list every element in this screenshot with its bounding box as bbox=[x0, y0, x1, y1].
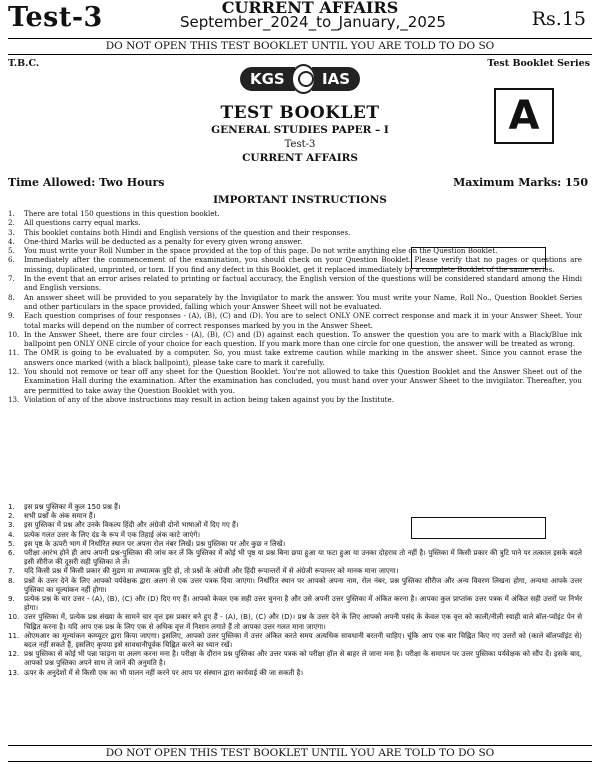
instruction-number: 12. bbox=[8, 649, 20, 659]
instruction-text: इस प्रश्न पुस्तिका में कुल 150 प्रश्न हैं। bbox=[24, 502, 121, 511]
logo-right-text: IAS bbox=[312, 67, 360, 91]
instruction-text: The OMR is going to be evaluated by a computer. So, you must take extreme caution while marking in the answer sheet. Since you cannot erase the answers once marked (with a black ballpoint), please take care to mark it carefully. bbox=[24, 348, 582, 367]
paper-name: GENERAL STUDIES PAPER – I bbox=[211, 124, 389, 136]
instruction-number: 7. bbox=[8, 274, 15, 284]
instruction-text: There are total 150 questions in this question booklet. bbox=[24, 209, 220, 218]
instruction-item bbox=[8, 209, 582, 218]
instruction-item bbox=[8, 511, 582, 520]
instruction-number: 2. bbox=[8, 511, 15, 521]
instructions-heading: IMPORTANT INSTRUCTIONS bbox=[213, 194, 387, 206]
instruction-number: 13. bbox=[8, 394, 20, 404]
instruction-item bbox=[8, 274, 582, 293]
instruction-number: 10. bbox=[8, 329, 20, 339]
instruction-text: इस पृष्ठ के ऊपरी भाग में निर्धारित स्थान पर अपना रोल नंबर लिखें। प्रश्न पुस्तिका पर और कुछ न लिखें। bbox=[24, 538, 286, 548]
date-range: September_2024_to_January,_2025 bbox=[180, 13, 446, 31]
instruction-item bbox=[8, 520, 582, 529]
instruction-text: प्रत्येक प्रश्न के चार उत्तर - (A), (B), (C) और (D) दिए गए हैं। आपको केवल एक सही उत्तर चुनना है और उसे अपनी उत्तर पुस्तिका में अंकित करना है। आपका कुल प्राप्तांक उत्तर पत्रक में अंकित सही उत्तरों पर निर्भर होगा। bbox=[24, 594, 582, 613]
instruction-item bbox=[8, 237, 582, 246]
subject-label: CURRENT AFFAIRS bbox=[242, 152, 358, 164]
instruction-number: 11. bbox=[8, 348, 20, 358]
instruction-item bbox=[8, 228, 582, 237]
instruction-item bbox=[8, 566, 582, 575]
instruction-item bbox=[8, 311, 582, 330]
instruction-number: 1. bbox=[8, 209, 15, 218]
test-number: Test-3 bbox=[8, 2, 103, 33]
instruction-item bbox=[8, 594, 582, 612]
instruction-text: One-third Marks will be deducted as a penalty for every given wrong answer. bbox=[24, 236, 303, 246]
instruction-number: 5. bbox=[8, 246, 15, 256]
instruction-text: प्रत्येक गलत उत्तर के लिए दंड के रूप में एक तिहाई अंक काटे जाएंगे। bbox=[24, 529, 201, 539]
instruction-text: ऊपर के अनुदेशों में से किसी एक का भी पालन नहीं करने पर आप पर संस्थान द्वारा कार्यवाई की जा सकती है। bbox=[24, 667, 304, 677]
instruction-item bbox=[8, 502, 582, 511]
instruction-item bbox=[8, 218, 582, 227]
instruction-item bbox=[8, 612, 582, 630]
instruction-text: यदि किसी प्रश्न में किसी प्रकार की मुद्रण या तथ्यात्मक त्रुटि हो, तो प्रश्नों के अंग्रेजी और हिंदी रूपान्तरों में से अंग्रेजी रूपान्तर को मानक माना जाएगा। bbox=[24, 566, 399, 576]
instruction-item bbox=[8, 548, 582, 566]
instruction-text: प्रश्नों के उत्तर देने के लिए आपको पर्यवेक्षक द्वारा अलग से एक उत्तर पत्रक दिया जाएगा। निर्धारित स्थान पर आपको अपना नाम, रोल नंबर, प्रश्न पुस्तिका सीरीज और अन्य विवरण लिखना होगा, अन्यथा आपके उत्तर पुस्तिका का मूल्यांकन नहीं होगा। bbox=[24, 575, 582, 594]
instruction-item bbox=[8, 576, 582, 594]
series-label: Test Booklet Series bbox=[487, 58, 590, 69]
instruction-number: 6. bbox=[8, 255, 15, 265]
hindi-instructions bbox=[8, 502, 582, 677]
logo-left-text: KGS bbox=[240, 67, 295, 91]
english-instructions bbox=[8, 209, 582, 404]
instruction-text: उत्तर पुस्तिका में, प्रत्येक प्रश्न संख्या के सामने चार वृत्त इस प्रकार बने हुए हैं - (A), (B), (C) और (D)। प्रश्न के उत्तर देने के लिए आपको अपनी पसंद के केवल एक वृत्त को काली/नीली स्याही वाले बॉल-प्वॉइंट पेन से चिह्नित करना है। यदि आप एक प्रश्न के लिए एक से अधिक वृत्त में निशान लगाते हैं तो आपका उत्तर गलत माना जाएगा। bbox=[24, 612, 582, 631]
tbc-label: T.B.C. bbox=[8, 58, 40, 69]
instruction-text: परीक्षा आरंभ होने ही आप अपनी प्रश्न-पुस्तिका की जांच कर लें कि पुस्तिका में कोई भी पृष्ठ या प्रश्न बिना छपा हुआ या फटा हुआ या उनका दोहराव तो नहीं है। पुस्तिका में किसी प्रकार की त्रुटि पाने पर तत्काल इसके बदले इसी सीरीज की दूसरी सही पुस्तिका ले लें। bbox=[24, 548, 582, 567]
test-label: Test-3 bbox=[284, 139, 316, 150]
instruction-number: 3. bbox=[8, 227, 15, 237]
instruction-text: सभी प्रश्नों के अंक समान हैं। bbox=[24, 511, 96, 521]
time-allowed: Time Allowed: Two Hours bbox=[8, 176, 165, 189]
instruction-text: Immediately after the commencement of the examination, you should check on your Question Booklet. Please verify that no pages or questions are missing, duplicated, unprinted, or torn. If you find any defect in this Booklet, get it replaced immediately by a complete Booklet of the same series. bbox=[24, 255, 582, 274]
instruction-text: इस पुस्तिका में प्रश्न और उनके विकल्प हिंदी और अंग्रेजी दोनों भाषाओं में दिए गए हैं। bbox=[24, 520, 239, 530]
instruction-number: 12. bbox=[8, 367, 20, 377]
instruction-item bbox=[8, 395, 582, 404]
series-letter-box: A bbox=[494, 88, 554, 144]
instruction-item bbox=[8, 530, 582, 539]
instruction-text: प्रश्न पुस्तिका से कोई भी पन्ना फाड़ना या अलग करना मना है। परीक्षा के दौरान प्रश्न पुस्तिका और उत्तर पत्रक को परीक्षा हॉल से बाहर ले जाना मना है। परीक्षा के समापन पर उत्तर पुस्तिका पर्यवेक्षक को सौंप दें। इसके बाद, आपको प्रश्न पुस्तिका अपने साथ ले जाने की अनुमति है। bbox=[24, 649, 582, 668]
instruction-number: 2. bbox=[8, 218, 15, 228]
instruction-text: All questions carry equal marks. bbox=[24, 218, 141, 228]
instruction-text: This booklet contains both Hindi and English versions of the question and their responses. bbox=[24, 227, 351, 237]
instruction-text: In the Answer Sheet, there are four circles - (A), (B), (C) and (D) against each question. To answer the question you are to mark with a Black/Blue ink ballpoint pen ONLY ONE circle of your choice for each question. If you mark more than one circle for one question, the answer will be treated as wrong. bbox=[24, 329, 582, 349]
instruction-number: 8. bbox=[8, 575, 15, 585]
instruction-number: 4. bbox=[8, 529, 15, 539]
instruction-number: 7. bbox=[8, 566, 15, 576]
instruction-text: You must write your Roll Number in the space provided at the top of this page. Do not write anything else on the Question Booklet. bbox=[24, 246, 498, 256]
instruction-number: 1. bbox=[8, 502, 15, 511]
instruction-text: ओएमआर का मूल्यांकन कम्प्यूटर द्वारा किया जाएगा। इसलिए, आपको उत्तर पुस्तिका में उत्तर अंकित करते समय अत्यधिक सावधानी बरतनी चाहिए। चूंकि आप एक बार चिह्नित किए गए उत्तरों को (काले बॉलप्वॉइंट से) बदल नहीं सकते हैं, इसलिए कृपया इसे सावधानीपूर्वक चिह्नित करने का ध्यान रखें। bbox=[24, 630, 582, 650]
instruction-item bbox=[8, 649, 582, 667]
instruction-text: You should not remove or tear off any sheet for the Question Booklet. You're not allowed to take this Question Booklet and the Answer Sheet out of the Examination Hall during the examination. After the examination has concluded, you must hand over your Answer Sheet to the invigilator. Thereafter, you are permitted to take away the Question Booklet with you. bbox=[24, 367, 582, 395]
kgs-ias-logo bbox=[240, 66, 360, 92]
instruction-item bbox=[8, 255, 582, 274]
instruction-number: 9. bbox=[8, 311, 15, 321]
maximum-marks: Maximum Marks: 150 bbox=[453, 176, 588, 189]
instruction-text: An answer sheet will be provided to you separately by the Invigilator to mark the answer. You must write your Name, Roll No., Question Booklet Series and other particulars in the space provided, falling which your Answer Sheet will not be evaluated. bbox=[24, 292, 582, 311]
instruction-number: 5. bbox=[8, 538, 15, 548]
instruction-number: 9. bbox=[8, 594, 15, 604]
instruction-item bbox=[8, 348, 582, 367]
price: Rs.15 bbox=[531, 8, 586, 30]
instruction-text: Violation of any of the above instructions may result in action being taken against you by the Institute. bbox=[24, 394, 394, 404]
instruction-item bbox=[8, 668, 582, 677]
instruction-number: 4. bbox=[8, 236, 15, 246]
instruction-number: 10. bbox=[8, 612, 20, 622]
instruction-item bbox=[8, 330, 582, 349]
instruction-item bbox=[8, 631, 582, 649]
instruction-item bbox=[8, 539, 582, 548]
instruction-text: Each question comprises of four responses - (A), (B), (C) and (D). You are to select ONLY ONE correct response and mark it in your Answer Sheet. Your total marks will depend on the number of correct responses marked by you in the Answer Sheet. bbox=[24, 311, 582, 330]
instruction-number: 8. bbox=[8, 292, 15, 302]
logo-emblem-icon bbox=[291, 64, 316, 94]
instruction-number: 11. bbox=[8, 630, 20, 640]
instruction-item bbox=[8, 293, 582, 312]
instruction-number: 13. bbox=[8, 667, 20, 677]
instruction-number: 3. bbox=[8, 520, 15, 530]
booklet-title: TEST BOOKLET bbox=[220, 103, 380, 123]
warning-banner-bottom: DO NOT OPEN THIS TEST BOOKLET UNTIL YOU ARE TOLD TO DO SO bbox=[8, 745, 592, 762]
instruction-item bbox=[8, 246, 582, 255]
instruction-number: 6. bbox=[8, 548, 15, 558]
header-title: CURRENT AFFAIRS bbox=[221, 0, 399, 17]
instruction-text: In the event that an error arises related to printing or factual accuracy, the English version of the questions will be considered standard among the Hindi and English versions. bbox=[24, 274, 582, 293]
instruction-item bbox=[8, 367, 582, 395]
warning-banner-top: DO NOT OPEN THIS TEST BOOKLET UNTIL YOU ARE TOLD TO DO SO bbox=[8, 38, 592, 55]
